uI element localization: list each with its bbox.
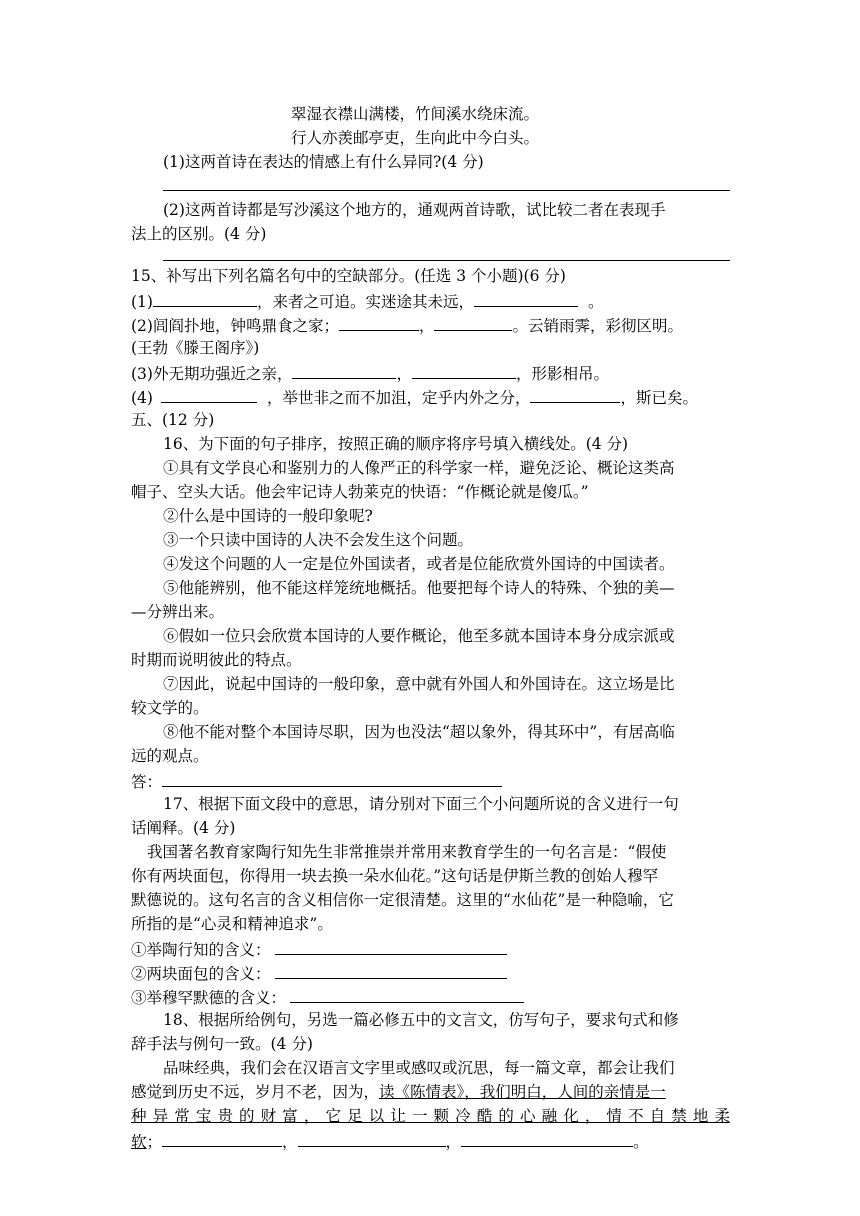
q15-blank-3b[interactable] [412, 362, 516, 379]
section-5-title: 五、(12 分) [131, 411, 215, 429]
q16-item-8-line1: ⑧他不能对整个本国诗尽职，因为也没法“超以象外，得其环中”，有居高临 [163, 723, 675, 741]
q18-example-line2: 感觉到历史不远，岁月不老，因为，读《陈情表》，我们明白，人间的亲情是一 [131, 1083, 666, 1101]
q15-blank-4a[interactable] [161, 386, 257, 403]
q16-item-1-line1: ①具有文学良心和鉴别力的人像严正的科学家一样，避免泛论、概论这类高 [163, 459, 675, 477]
q17-answer-2-blank[interactable] [275, 962, 507, 979]
q15-item1: (1) ，来者之可追。实迷途其未远， 。 [131, 290, 604, 312]
q15-item4: (4) ，举世非之而不加沮，定乎内外之分， ，斯已矣。 [131, 386, 698, 408]
q15-item2: (2)闾阎扑地，钟鸣鼎食之家； ， 。云销雨霁，彩彻区明。 [131, 314, 683, 336]
q17-answer-2: ②两块面包的含义： [131, 962, 507, 984]
q18-example-underlined-1: 读《陈情表》，我们明白，人间的亲情是一 [379, 1083, 666, 1101]
q16-item-6-line1: ⑥假如一位只会欣赏本国诗的人要作概论，他至多就本国诗本身分成宗派或 [163, 627, 675, 645]
q18-title-line1: 18、根据所给例句，另选一篇必修五中的文言文，仿写句子，要求句式和修 [163, 1011, 679, 1029]
q18-title-line2: 辞手法与例句一致。(4 分) [131, 1035, 313, 1053]
q15-item2-source: (王勃《滕王阁序》) [131, 339, 260, 357]
q15-blank-1a[interactable] [153, 290, 257, 307]
q16-item-5-line1: ⑤他能辨别，他不能这样笼统地概括。他要把每个诗人的特殊、个独的美— [163, 579, 675, 597]
q15-blank-2b[interactable] [434, 314, 512, 331]
q16-item-1-line2: 帽子、空头大话。他会牢记诗人勃莱克的快语：“作概论就是傻瓜。” [131, 483, 589, 501]
q16-item-3: ③一个只读中国诗的人决不会发生这个问题。 [163, 531, 474, 549]
q16-item-2: ②什么是中国诗的一般印象呢? [163, 507, 373, 525]
q17-answer-3-blank[interactable] [290, 986, 524, 1003]
q16-item-5-line2: —分辨出来。 [131, 603, 225, 621]
q18-example-underlined-2: 种异常宝贵的财富，它足以让一颗冷酷的心融化，情不自禁地柔 [131, 1107, 730, 1125]
q15-blank-4b[interactable] [530, 386, 620, 403]
q15-title: 15、补写出下列名篇名句中的空缺部分。(任选 3 个小题)(6 分) [131, 267, 566, 285]
q17-passage-line1: 我国著名教育家陶行知先生非常推崇并常用来教育学生的一句名言是：“假使 [147, 843, 667, 861]
q17-title-line2: 话阐释。(4 分) [131, 819, 236, 837]
q18-example-line1: 品味经典，我们会在汉语言文字里或感叹或沉思，每一篇文章，都会让我们 [163, 1059, 675, 1077]
q17-title-line1: 17、根据下面文段中的意思，请分别对下面三个小问题所说的含义进行一句 [163, 795, 679, 813]
q17-answer-1: ①举陶行知的含义： [131, 938, 507, 960]
q17-passage-line2: 你有两块面包，你得用一块去换一朵水仙花。”这句话是伊斯兰教的创始人穆罕 [131, 867, 659, 885]
q15-blank-2a[interactable] [339, 314, 419, 331]
q14-sub1: (1)这两首诗在表达的情感上有什么异同?(4 分) [163, 153, 484, 171]
q16-item-4: ④发这个问题的人一定是位外国读者，或者是位能欣赏外国诗的中国读者。 [163, 555, 675, 573]
q18-blank-3[interactable] [461, 1130, 633, 1147]
q14-sub2-answer-line[interactable] [163, 260, 730, 261]
q15-blank-3a[interactable] [292, 362, 396, 379]
q16-item-6-line2: 时期而说明彼此的特点。 [131, 651, 302, 669]
q14-sub2-line1: (2)这两首诗都是写沙溪这个地方的，通观两首诗歌，试比较二者在表现手 [163, 201, 666, 219]
q18-imitation-line: 软； ， ， 。 [131, 1130, 649, 1152]
q18-blank-2[interactable] [298, 1130, 446, 1147]
q16-item-7-line2: 较文学的。 [131, 699, 209, 717]
poem-line-2: 行人亦羡邮亭吏，生向此中今白头。 [291, 129, 540, 147]
q16-title: 16、为下面的句子排序，按照正确的顺序将序号填入横线处。(4 分) [163, 435, 629, 453]
q15-blank-1b[interactable] [474, 290, 578, 307]
q17-passage-line3: 默德说的。这句名言的含义相信你一定很清楚。这里的“水仙花”是一种隐喻，它 [131, 891, 674, 909]
q17-answer-1-blank[interactable] [275, 938, 507, 955]
q14-sub1-answer-line[interactable] [163, 190, 730, 191]
q15-item3: (3)外无期功强近之亲， ， ，形影相吊。 [131, 362, 609, 384]
q16-item-8-line2: 远的观点。 [131, 747, 209, 765]
poem-line-1: 翠湿衣襟山满楼，竹间溪水绕床流。 [291, 105, 540, 123]
q16-answer-blank[interactable] [162, 770, 502, 787]
q14-sub2-line2: 法上的区别。(4 分) [131, 225, 267, 243]
q17-passage-line4: 所指的是“心灵和精神追求”。 [131, 915, 333, 933]
q16-item-7-line1: ⑦因此，说起中国诗的一般印象，意中就有外国人和外国诗在。这立场是比 [163, 675, 675, 693]
q16-answer: 答： [131, 770, 502, 792]
q17-answer-3: ③举穆罕默德的含义： [131, 986, 524, 1008]
q18-blank-1[interactable] [162, 1130, 282, 1147]
